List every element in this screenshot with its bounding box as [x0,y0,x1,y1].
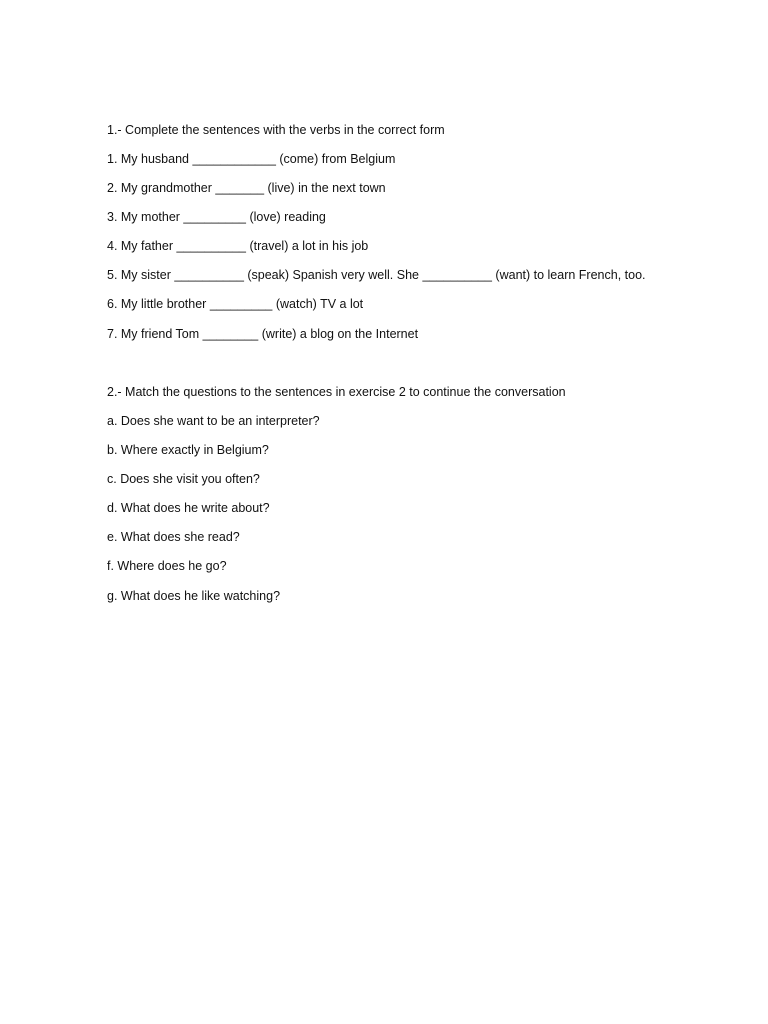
exercise-1-item-3: 3. My mother _________ (love) reading [107,210,326,224]
exercise-1-item-5: 5. My sister __________ (speak) Spanish very well. She __________ (want) to learn French, too. [107,268,646,282]
exercise-2-item-c: c. Does she visit you often? [107,472,260,486]
exercise-1-item-7: 7. My friend Tom ________ (write) a blog on the Internet [107,327,419,341]
exercise-2-item-a: a. Does she want to be an interpreter? [107,414,320,428]
exercise-1-item-4: 4. My father __________ (travel) a lot in his job [107,239,369,253]
exercise-2-item-d: d. What does he write about? [107,501,270,515]
exercise-1-title: 1.- Complete the sentences with the verbs in the correct form [107,123,445,137]
exercise-2-item-g: g. What does he like watching? [107,589,281,603]
exercise-1-item-2: 2. My grandmother _______ (live) in the next town [107,181,386,195]
exercise-1-item-1: 1. My husband ____________ (come) from Belgium [107,152,396,166]
exercise-1-item-6: 6. My little brother _________ (watch) TV a lot [107,297,364,311]
exercise-2-item-f: f. Where does he go? [107,559,227,573]
exercise-2-item-e: e. What does she read? [107,530,240,544]
exercise-2-title: 2.- Match the questions to the sentences in exercise 2 to continue the conversation [107,385,566,399]
exercise-2-item-b: b. Where exactly in Belgium? [107,443,269,457]
